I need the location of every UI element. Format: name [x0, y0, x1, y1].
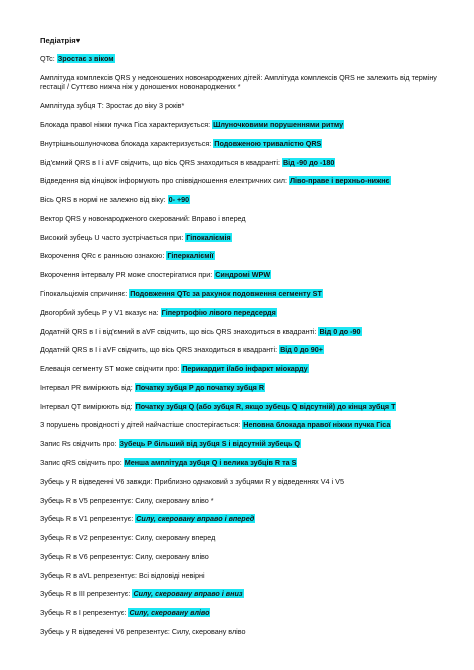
question-line — [40, 345, 454, 355]
question-text: Додатній QRS в І і від'ємний в aVF свідчить, що вісь QRS знаходиться в квадранті: — [40, 326, 319, 336]
question-text: З порушень провідності у дітей найчастіше спостерігається: — [40, 420, 243, 430]
highlighted-answer: 0- +90 — [168, 195, 190, 205]
highlighted-answer: Менша амплітуда зубця Q і велика зубців R та S — [124, 458, 297, 467]
highlighted-answer: Силу, скеровану вправо і вниз — [133, 589, 243, 599]
question-text: Вкорочення інтервалу PR може спостерігатися при: — [40, 270, 215, 280]
highlighted-answer: Від -90 до -180 — [282, 157, 335, 167]
highlighted-answer: Гіпокаліємія — [186, 232, 231, 242]
highlighted-answer: Шлуночковими порушеннями ритму — [213, 119, 344, 129]
highlighted-answer: Від 0 до 90+ — [280, 345, 323, 355]
highlighted-answer: Синдромі WPW — [215, 270, 271, 280]
highlighted-answer: Перикардит і/або інфаркт міокарду — [182, 364, 308, 374]
question-text: Додатній QRS в І і aVF свідчить, що вісь QRS знаходиться в квадранті: — [40, 345, 280, 355]
question-text: Блокада правої ніжки пучка Гіса характеризується: — [40, 119, 213, 129]
question-line — [40, 233, 454, 243]
question-text: Запис qRS свідчить про: — [40, 458, 124, 467]
question-text: Зубець R в aVL репрезентує: Всі відповіді невірні — [40, 570, 205, 580]
question-text: Зубець R в V6 репрезентує: Силу, скеровану вліво — [40, 551, 209, 561]
question-line — [40, 608, 454, 618]
question-text: Від'ємний QRS в І і aVF свідчить, що вісь QRS знаходиться в квадранті: — [40, 157, 282, 167]
highlighted-answer: Подовження QTc за рахунок подовження сегменту ST — [130, 288, 322, 298]
question-line — [40, 289, 454, 299]
question-text: Амплітуда комплексів QRS у недоношених новонароджених дітей: Амплітуда комплексів QRS не залежить від терміну гестації / Суттєво нижча ніж у доношених новонароджених * — [40, 72, 437, 92]
question-text: Елевація сегменту ST може свідчити про: — [40, 364, 182, 374]
question-text: Амплітуда зубця Т: Зростає до віку 3 років* — [40, 101, 185, 111]
highlighted-answer: Початку зубця Q (або зубця R, якщо зубець Q відсутній) до кінця зубця T — [135, 401, 396, 411]
question-line — [40, 139, 454, 149]
question-line — [40, 496, 454, 506]
question-list — [40, 54, 454, 637]
question-text: Інтервал PR вимірюють від: — [40, 382, 135, 392]
question-line — [40, 402, 454, 412]
question-line — [40, 251, 454, 261]
question-text: Зубець R в V2 репрезентує: Силу, скеровану вперед — [40, 533, 216, 543]
question-text: Відведення від кінцівок інформують про співвідношення електричних сил: — [40, 176, 289, 186]
highlighted-answer: Ліво-праве і верхньо-нижнє — [290, 176, 390, 186]
question-line — [40, 364, 454, 374]
question-text: Зубець R в III репрезентує: — [40, 589, 133, 599]
highlighted-answer: Подовженою тривалістю QRS — [214, 138, 322, 148]
highlighted-answer: Силу, скеровану вправо і вперед — [136, 514, 255, 524]
question-line — [40, 73, 454, 92]
question-line — [40, 308, 454, 318]
highlighted-answer: Зростає з віком — [57, 54, 114, 63]
question-text: Зубець R в V1 репрезентує: — [40, 514, 136, 524]
highlighted-answer: Силу, скеровану вліво — [129, 608, 210, 618]
question-text: Високий зубець U часто зустрічається при: — [40, 232, 186, 242]
question-line — [40, 514, 454, 524]
question-line — [40, 477, 454, 487]
highlighted-answer: Гіпертрофію лівого передсердя — [161, 307, 276, 317]
question-text: Вісь QRS в нормі не залежно від віку: — [40, 195, 168, 205]
question-line — [40, 214, 454, 224]
question-line — [40, 195, 454, 205]
question-line — [40, 571, 454, 581]
question-text: Гіпокальціємія спричиняє: — [40, 288, 130, 298]
question-line — [40, 54, 454, 64]
question-text: Зубець R в I репрезентує: — [40, 608, 129, 618]
question-text: Інтервал QT вимірюють від: — [40, 401, 135, 411]
question-text: QTc: — [40, 54, 57, 63]
question-line — [40, 627, 454, 637]
question-line — [40, 383, 454, 393]
question-line — [40, 327, 454, 337]
question-text: Вектор QRS у новонародженого скерований: Вправо і вперед — [40, 213, 246, 223]
question-text: Зубець у R відведенні V6 завжди: Приблизно однаковий з зубцями R у відведеннях V4 і V5 — [40, 476, 344, 486]
question-text: Внутрішньошлуночкова блокада характеризується: — [40, 138, 214, 148]
question-line — [40, 101, 454, 111]
highlighted-answer: Зубець Р більший від зубця S і відсутній зубець Q — [119, 439, 300, 449]
question-text: Двогорбий зубець Р у V1 вказує на: — [40, 307, 161, 317]
question-line — [40, 420, 454, 430]
page-title: Педіатрія♥ — [40, 36, 81, 45]
question-line — [40, 458, 454, 468]
highlighted-answer: Гіперкаліємії — [167, 251, 214, 261]
question-line — [40, 439, 454, 449]
question-line — [40, 158, 454, 168]
highlighted-answer: Початку зубця Р до початку зубця R — [135, 382, 265, 392]
question-line — [40, 120, 454, 130]
question-line — [40, 533, 454, 543]
question-text: Зубець у R відведенні V6 репрезентує: Силу, скеровану вліво — [40, 627, 246, 637]
question-line — [40, 270, 454, 280]
question-text: Вкорочення QRс є ранньою ознакою: — [40, 251, 167, 261]
highlighted-answer: Неповна блокада правої ніжки пучка Гіса — [243, 420, 391, 430]
question-line — [40, 589, 454, 599]
question-line — [40, 552, 454, 562]
question-text: Запис Rs свідчить про: — [40, 439, 119, 449]
highlighted-answer: Від 0 до -90 — [319, 326, 361, 336]
question-text: Зубець R в V5 репрезентує: Силу, скеровану вліво * — [40, 495, 214, 505]
question-line — [40, 176, 454, 186]
